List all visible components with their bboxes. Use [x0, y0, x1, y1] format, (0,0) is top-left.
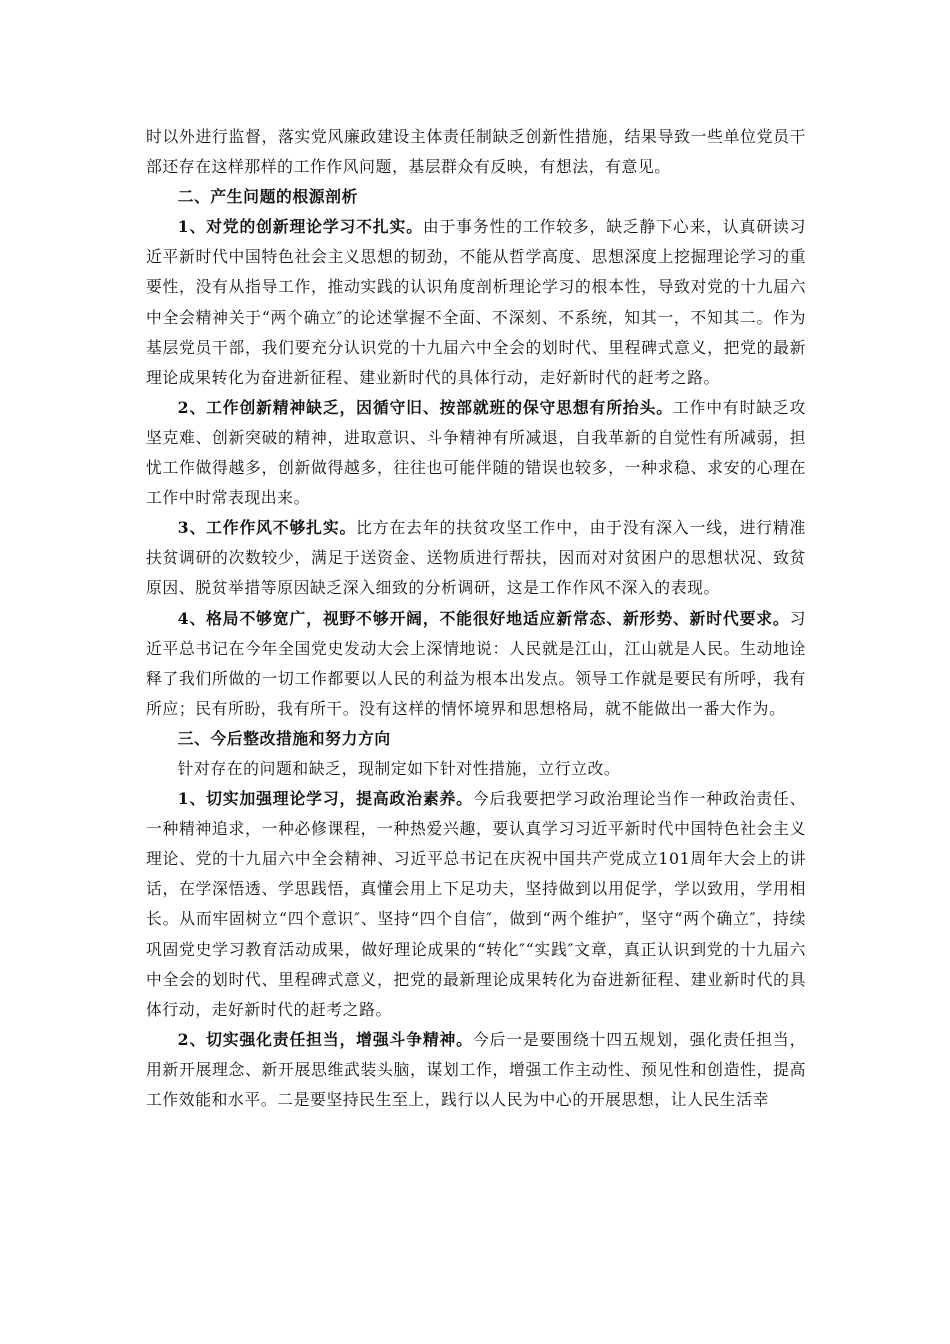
paragraph-item: [146, 1025, 806, 1115]
paragraph-text: 时以外进行监督，落实党风廉政建设主体责任制缺乏创新性措施，结果导致一些单位党员干部还存在这样那样的工作作风问题，基层群众有反映，有想法，有意见。: [146, 127, 806, 177]
item-lead: 3、工作作风不够扎实。: [177, 518, 357, 538]
item-lead: 1、对党的创新理论学习不扎实。: [177, 217, 423, 237]
paragraph-item: [146, 784, 806, 1025]
section-heading-measures: [146, 724, 806, 754]
item-lead: 2、切实强化责任担当，增强斗争精神。: [177, 1029, 473, 1049]
paragraph-text: 今后我要把学习政治理论当作一种政治责任、一种精神追求，一种必修课程，一种热爱兴趣，要认真学习习近平新时代中国特色社会主义理论、党的十九届六中全会精神、习近平总书记在庆祝中国共产党成立101周年大会上的讲话，在学深悟透、学思践悟，真懂会用上下足功夫，坚持做到以用促学，学以致用，学用相长。从而牢固树立“四个意识″、坚持“四个自信″，做到“两个维护″，坚守“两个确立″，持续巩固党史学习教育活动成果，做好理论成果的“转化″“实践″文章，真正认识到党的十九届六中全会的划时代、里程碑式意义，把党的最新理论成果转化为奋进新征程、建业新时代的具体行动，走好新时代的赶考之路。: [146, 789, 806, 1019]
item-lead: 4、格局不够宽广，视野不够开阔，不能很好地适应新常态、新形势、新时代要求。: [177, 608, 790, 628]
paragraph-text: 比方在去年的扶贫攻坚工作中，由于没有深入一线，进行精准扶贫调研的次数较少，满足于送资金、送物质进行帮扶，因而对对贫困户的思想状况、致贫原因、脱贫举措等原因缺乏深入细致的分析调研，这是工作作风不深入的表现。: [146, 518, 807, 598]
paragraph-plain: [146, 754, 806, 784]
heading-text: 二、产生问题的根源剖析: [177, 187, 358, 207]
paragraph-continuation: [146, 122, 806, 182]
paragraph-item: [146, 513, 806, 603]
item-lead: 2、工作创新精神缺乏，因循守旧、按部就班的保守思想有所抬头。: [177, 397, 673, 417]
paragraph-text: 习近平总书记在今年全国党史发动大会上深情地说：人民就是江山，江山就是人民。生动地诠释了我们所做的一切工作都要以人民的利益为根本出发点。领导工作就是要民有所呼，我有所应；民有所盼，我有所干。没有这样的情怀境界和思想格局，就不能做出一番大作为。: [146, 608, 806, 718]
item-lead: 1、切实加强理论学习，提高政治素养。: [177, 789, 473, 809]
paragraph-text: 工作中有时缺乏攻坚克难、创新突破的精神，进取意识、斗争精神有所减退，自我革新的自觉性有所减弱，担忧工作做得越多，创新做得越多，往往也可能伴随的错误也较多，一种求稳、求安的心理在工作中时常表现出来。: [146, 397, 806, 508]
paragraph-text: 针对存在的问题和缺乏，现制定如下针对性措施，立行立改。: [177, 758, 621, 778]
section-heading-root-cause: [146, 182, 806, 212]
heading-text: 三、今后整改措施和努力方向: [177, 728, 391, 748]
paragraph-text: 今后一是要围绕十四五规划，强化责任担当，用新开展理念、新开展思维武装头脑，谋划工作，增强工作主动性、预见性和创造性，提高工作效能和水平。二是要坚持民生至上，践行以人民为中心的开展思想，让人民生活幸: [146, 1029, 806, 1109]
paragraph-item: [146, 212, 806, 393]
paragraph-item: [146, 604, 806, 724]
paragraph-item: [146, 393, 806, 513]
paragraph-text: 由于事务性的工作较多，缺乏静下心来，认真研读习近平新时代中国特色社会主义思想的韧劲，不能从哲学高度、思想深度上挖掘理论学习的重要性，没有从指导工作，推动实践的认识角度剖析理论学习的根本性，导致对党的十九届六中全会精神关于“两个确立″的论述掌握不全面、不深刻、不系统，知其一，不知其二。作为基层党员干部，我们要充分认识党的十九届六中全会的划时代、里程碑式意义，把党的最新理论成果转化为奋进新征程、建业新时代的具体行动，走好新时代的赶考之路。: [146, 217, 806, 387]
document-body: [146, 122, 806, 1115]
